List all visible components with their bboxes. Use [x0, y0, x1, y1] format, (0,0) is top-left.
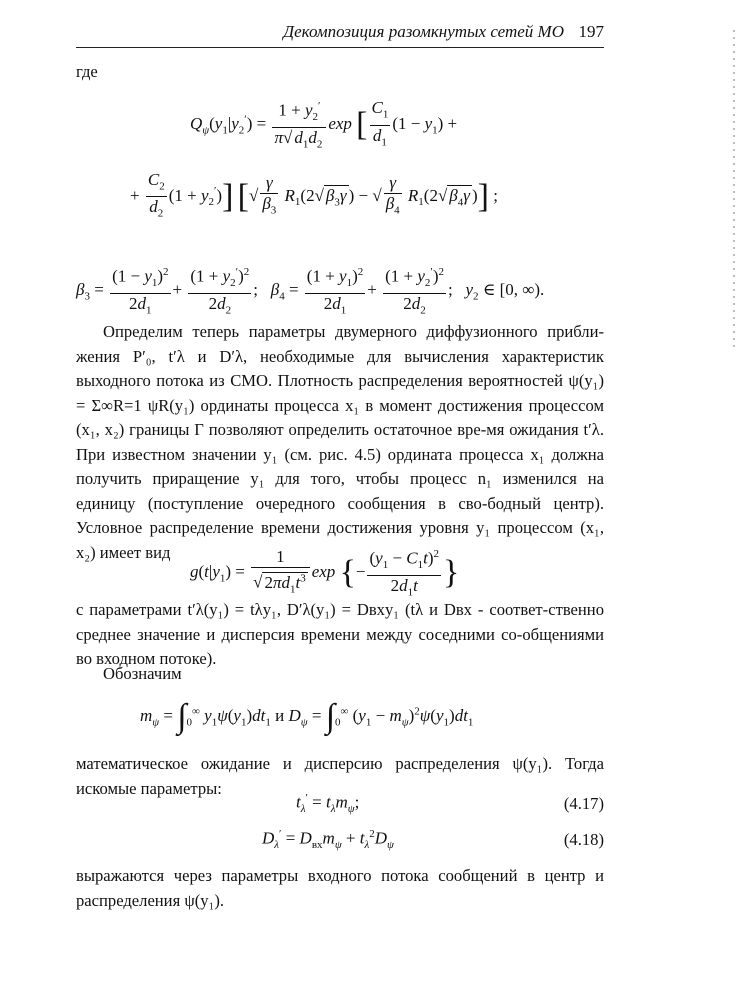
equation-4-17: $t_\lambda' = t_\lambda m_\psi$;: [296, 792, 360, 816]
paragraph-diffusion: Определим теперь параметры двумерного диффузионного прибли-жения P′₀, t′λ и D′λ, необходимые для вычисления характеристик выходного потока из СМО. Плотность распределения вероятностей ψ(y₁) = Σ∞R=1 ψR(y₁) ординаты процесса x₁ в момент достижения процессом (x₁, x₂) границы Γ позволяют определить остаточное вре-мя ожидания t′λ. При известном значении y₁ (см. рис. 4.5) ордината процесса x₁ должна получить приращение y₁ для того, чтобы процесс n₁ изменился на единицу (поступление очередного сообщения в сво-бодный центр). Условное распределение времени достижения уровня y₁ процессом (x₁, x₂) имеет вид: [76, 322, 604, 562]
paragraph-parameters: с параметрами t′λ(y₁) = tλy₁, D′λ(y₁) = Dвхy₁ (tλ и Dвх - соответ-ственно среднее значение и дисперсия времени между соседними со-общениями во входном потоке).: [76, 600, 604, 668]
page-number: 197: [578, 22, 604, 41]
equation-beta: $\beta_3$ = $\frac{(1 - y_1)^2}{2d_1}$ + $\frac{(1 + y_2')^2}{2d_2}$ ; $\beta_4$ = $\frac{(1 + y_1)^2}{2d_1}$ + $\frac{(1 + y_2')^2}{2d_2}$ ; $y_2$ ∈ [0, ∞).: [76, 262, 544, 320]
equation-moments: $m_\psi = \int_0^\infty$ $y_1\psi(y_1)dt_1$ и $D_\psi = \int_0^\infty$ $(y_1 - m_\psi)^2\psi(y_1)dt_1$: [140, 698, 474, 735]
equation-q-line2: + $\frac{C_2}{d_2}$ $(1 + y_2')$] [√ $\frac{\gamma}{\beta_3}$ $R_1(2√$ $\beta_3\gamma$ ) − √ $\frac{\gamma}{\beta_4}$ $R_1(2√$ $\beta_4\gamma$ )] ;: [130, 170, 498, 220]
equation-g: $g(t|y_1)$ = $\frac{1}{√ 2\pi d_1t^3}$ exp {− $\frac{(y_1 - C_1t)^2}{2d_1t}$ }: [190, 544, 459, 602]
scan-edge-artifact: [733, 30, 735, 350]
equation-q-line1: $Q_\psi(y_1|y_2')$ = $\frac{1 + y_2'}{\pi√ d_1d_2}$ exp [ $\frac{C_1}{d_1}$ $(1 - y_1)$ +: [190, 96, 457, 154]
text-where: где: [76, 62, 98, 81]
header-rule: [76, 47, 604, 48]
equation-number-4-17: (4.17): [563, 794, 604, 813]
equation-4-18: $D_\lambda' = D_{вх}m_\psi + t_\lambda^2D_\psi$: [262, 828, 394, 852]
paragraph-conclusion: выражаются через параметры входного потока сообщений в центр и распределения ψ(y₁).: [76, 866, 604, 910]
paragraph-expectation: математическое ожидание и дисперсию распределения ψ(y₁). Тогда искомые параметры:: [76, 754, 604, 798]
and-word: и: [275, 705, 285, 725]
paragraph-denote: Обозначим: [103, 664, 182, 683]
equation-number-4-18: (4.18): [563, 830, 604, 849]
header-title: Декомпозиция разомкнутых сетей МО: [283, 22, 564, 41]
running-header: [76, 22, 604, 48]
